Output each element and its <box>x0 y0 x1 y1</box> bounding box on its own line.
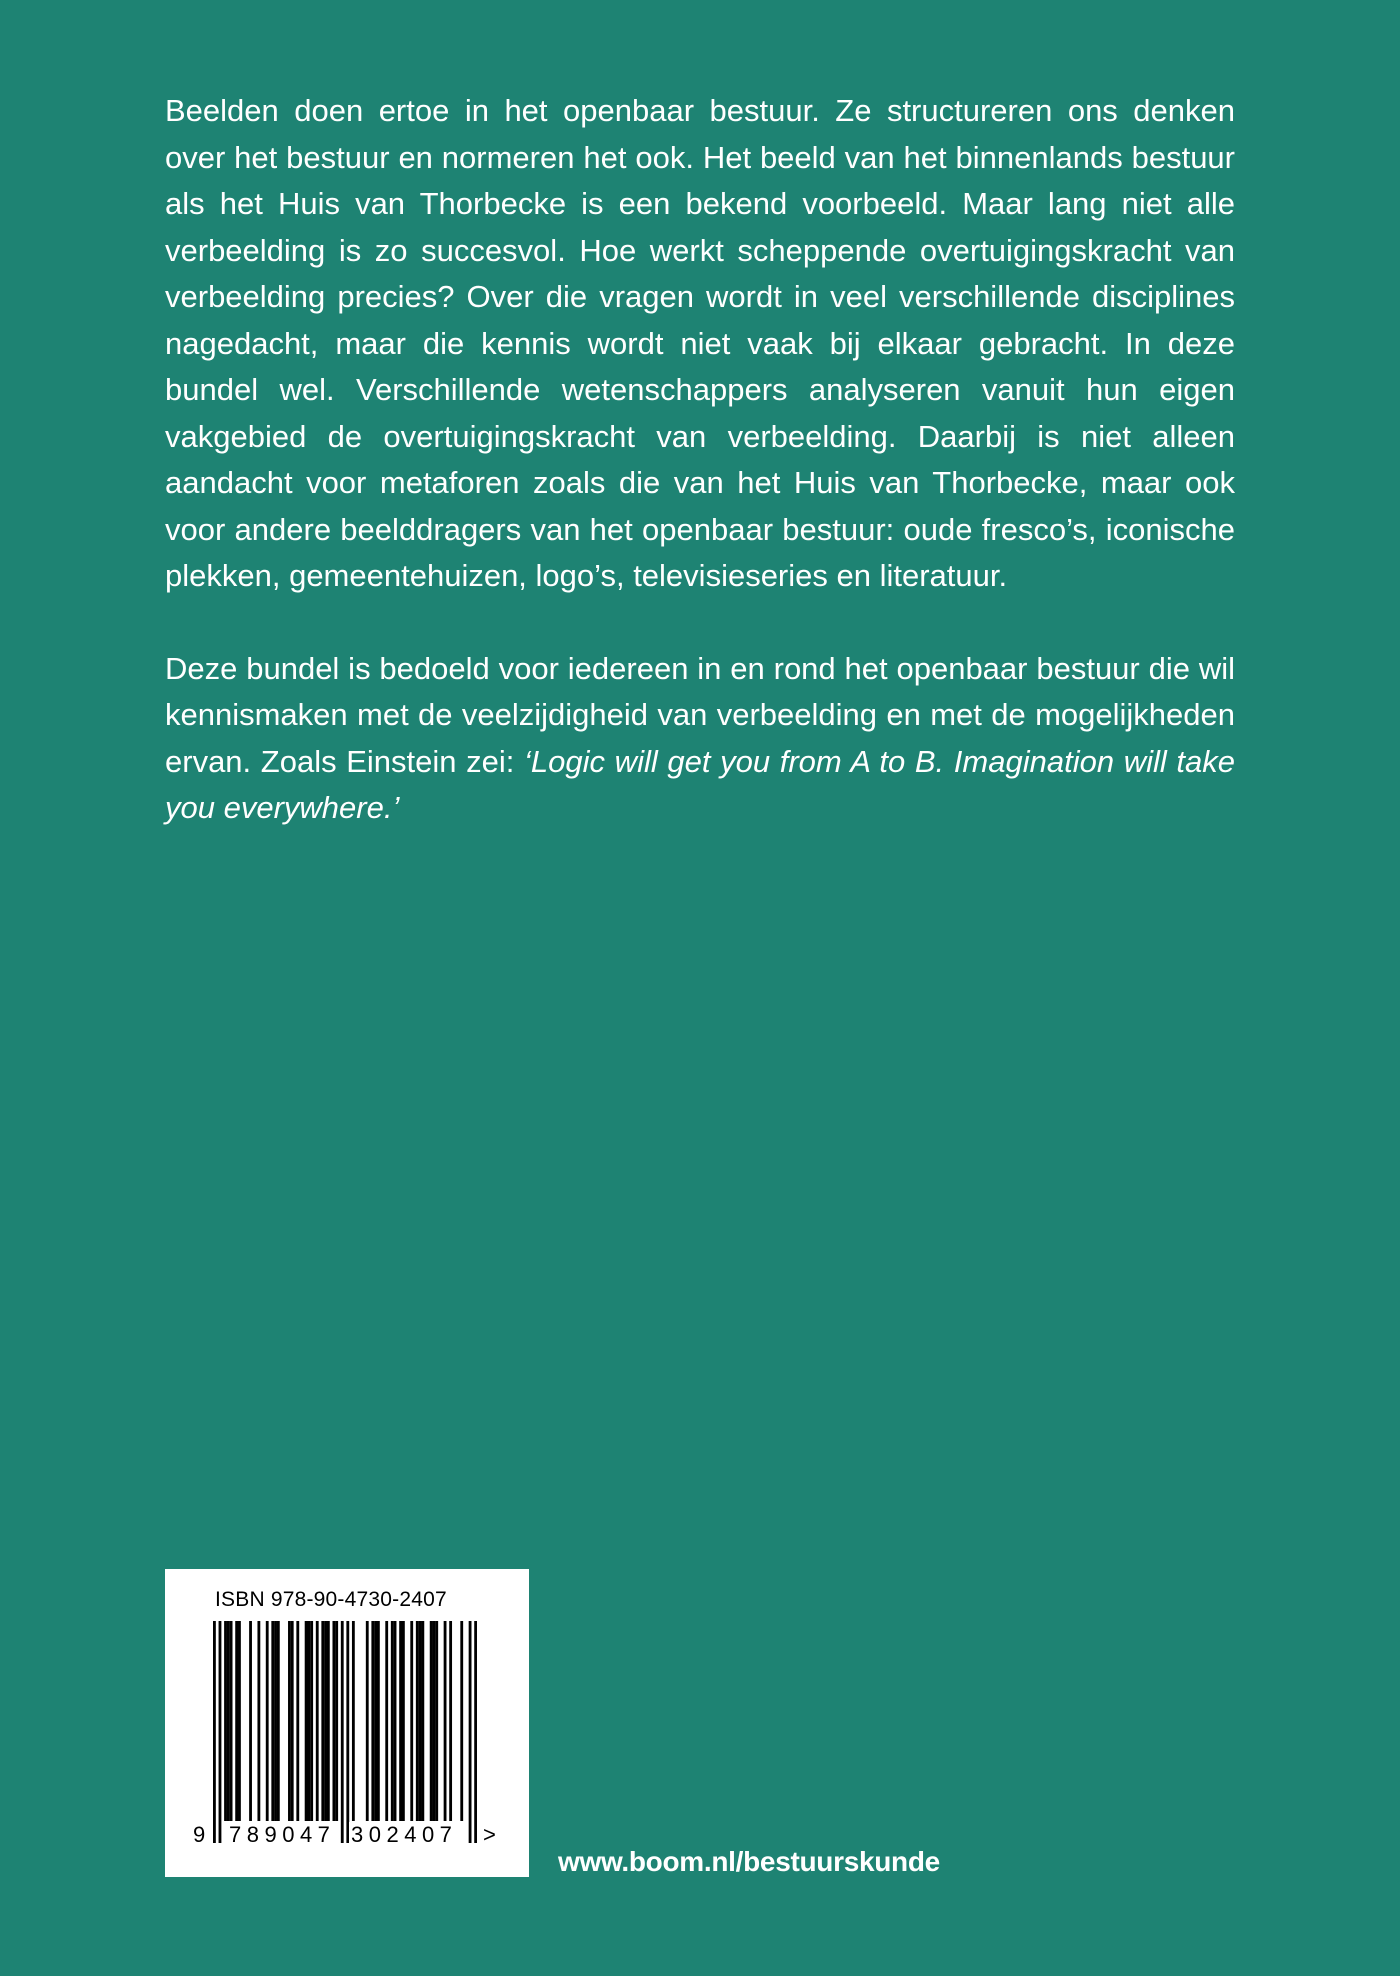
barcode-bar <box>402 1621 405 1821</box>
barcode-bar <box>371 1621 374 1821</box>
barcode-bar <box>433 1621 436 1821</box>
barcode-bar <box>377 1621 380 1821</box>
barcode-bar <box>474 1621 477 1843</box>
barcode-bar <box>374 1621 377 1821</box>
barcode-bar <box>341 1621 344 1843</box>
barcode-bar <box>416 1621 419 1821</box>
barcode-bar <box>310 1621 313 1821</box>
barcode-bar <box>324 1621 327 1821</box>
barcode-bar <box>271 1621 274 1821</box>
barcode-bar <box>449 1621 452 1821</box>
barcode-bar <box>419 1621 422 1821</box>
barcode-bars <box>213 1621 477 1843</box>
barcode-bar <box>399 1621 402 1821</box>
barcode-end-marker: > <box>483 1822 502 1847</box>
barcode-digits-right: 302407 <box>351 1822 458 1847</box>
barcode-bar <box>421 1621 424 1821</box>
barcode-bar <box>321 1621 324 1821</box>
back-cover-blurb <box>165 88 1235 832</box>
barcode-bar <box>213 1621 216 1843</box>
barcode-bar <box>444 1621 447 1821</box>
blurb-paragraph-2 <box>165 646 1235 832</box>
barcode-bar <box>235 1621 238 1821</box>
barcode-bar <box>352 1621 355 1821</box>
publisher-url[interactable]: www.boom.nl/bestuurskunde <box>558 1846 940 1877</box>
barcode-bar <box>346 1621 349 1843</box>
barcode-bar <box>291 1621 294 1821</box>
barcode-bar <box>366 1621 369 1821</box>
barcode-bar <box>394 1621 397 1821</box>
barcode-bar <box>327 1621 330 1821</box>
barcode-bar <box>391 1621 394 1821</box>
barcode-bar <box>385 1621 388 1821</box>
barcode-bar <box>305 1621 308 1821</box>
barcode-digit-first: 9 <box>193 1822 211 1847</box>
blurb-paragraph-2-text: Deze bundel is bedoeld voor iedereen in en rond het openbaar bestuur die wil kennismaken met de veelzijdigheid van verbeelding en met de mogelijkheden ervan. Zoals Einstein zei: <box>165 650 1235 779</box>
isbn-barcode <box>165 1569 529 1877</box>
barcode-bar <box>230 1621 233 1821</box>
barcode-bar <box>335 1621 338 1821</box>
barcode-digits <box>191 1822 511 1852</box>
barcode-bar <box>274 1621 277 1821</box>
barcode-bar <box>307 1621 310 1821</box>
barcode-bar <box>257 1621 260 1821</box>
einstein-quote: ‘Logic will get you from A to B. Imagination will take you everywhere.’ <box>165 743 1235 825</box>
barcode-bar <box>410 1621 413 1821</box>
barcode-bar <box>435 1621 438 1821</box>
barcode-bar <box>249 1621 252 1821</box>
barcode-digits-left: 789047 <box>229 1822 336 1847</box>
blurb-paragraph-1: Beelden doen ertoe in het openbaar bestuur. Ze structureren ons denken over het bestuur en normeren het ook. Het beeld van het binnenlands bestuur als het Huis van Thorbecke is een bekend voorbeeld. Maar lang niet alle verbeelding is zo succesvol. Hoe werkt scheppende overtuigingskracht van verbeelding precies? Over die vragen wordt in veel verschillende disciplines nagedacht, maar die kennis wordt niet vaak bij elkaar gebracht. In deze bundel wel. Verschillende wetenschappers analyseren vanuit hun eigen vakgebied de overtuigingskracht van verbeelding. Daarbij is niet alleen aandacht voor metaforen zoals die van het Huis van Thorbecke, maar ook voor andere beelddragers van het openbaar bestuur: oude fresco’s, iconische plekken, gemeentehuizen, logo’s, televisieseries en literatuur. <box>165 93 1235 593</box>
barcode-bar <box>430 1621 433 1821</box>
barcode-bar <box>277 1621 280 1821</box>
barcode-bar <box>296 1621 299 1821</box>
barcode-bar <box>219 1621 222 1843</box>
barcode-bar <box>288 1621 291 1821</box>
barcode-bar <box>238 1621 241 1821</box>
barcode-bar <box>316 1621 319 1821</box>
barcode-bar <box>266 1621 269 1821</box>
barcode-bar <box>224 1621 227 1821</box>
barcode-bar <box>227 1621 230 1821</box>
barcode-bar <box>460 1621 463 1821</box>
barcode-bar <box>332 1621 335 1821</box>
barcode-bar <box>469 1621 472 1843</box>
isbn-label: ISBN 978-90-4730-2407 <box>215 1588 447 1611</box>
